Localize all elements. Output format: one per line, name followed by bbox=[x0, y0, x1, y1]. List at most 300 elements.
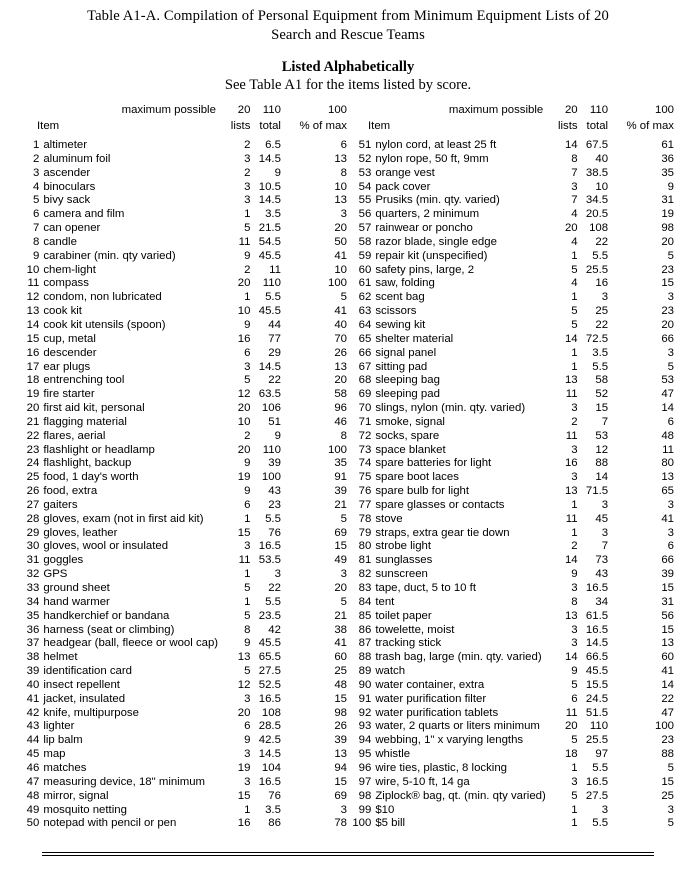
item-name-cell: entrenching tool bbox=[43, 374, 125, 387]
item-name-cell: descender bbox=[43, 346, 97, 359]
table-row bbox=[21, 624, 348, 638]
row-index-cell: 47 bbox=[26, 775, 40, 788]
row-index-cell: 16 bbox=[26, 346, 40, 359]
lists-count-cell: 16 bbox=[237, 332, 251, 345]
row-index-cell: 75 bbox=[358, 471, 372, 484]
percent-of-max-cell: 41 bbox=[334, 637, 347, 650]
percent-of-max-cell: 56 bbox=[661, 609, 674, 622]
percent-of-max-cell: 38 bbox=[334, 623, 347, 636]
row-index-cell: 13 bbox=[26, 305, 40, 318]
lists-count-cell: 13 bbox=[237, 651, 251, 664]
item-name-cell: binoculars bbox=[43, 180, 96, 193]
row-index-cell: 97 bbox=[358, 775, 372, 788]
item-name-cell: camera and film bbox=[43, 208, 125, 221]
lists-count-cell: 9 bbox=[244, 637, 251, 650]
lists-count-cell: 9 bbox=[244, 318, 251, 331]
lists-count-cell: 8 bbox=[244, 623, 251, 636]
percent-of-max-cell: 6 bbox=[667, 415, 674, 428]
row-index-cell: 41 bbox=[26, 692, 40, 705]
lists-count-cell: 8 bbox=[571, 595, 578, 608]
max-pct-value-right: 100 bbox=[654, 104, 674, 117]
table-row bbox=[352, 527, 675, 541]
percent-of-max-cell: 47 bbox=[661, 388, 674, 401]
lists-count-cell: 3 bbox=[571, 623, 578, 636]
item-name-cell: food, 1 day's worth bbox=[43, 471, 139, 484]
lists-count-cell: 9 bbox=[244, 485, 251, 498]
percent-of-max-cell: 35 bbox=[334, 457, 347, 470]
lists-count-cell: 3 bbox=[571, 471, 578, 484]
header-row-top-left bbox=[21, 103, 348, 118]
item-name-cell: notepad with pencil or pen bbox=[43, 817, 177, 830]
lists-count-cell: 3 bbox=[571, 637, 578, 650]
percent-of-max-cell: 98 bbox=[661, 222, 674, 235]
lists-count-cell: 2 bbox=[244, 263, 251, 276]
table-row bbox=[352, 665, 675, 679]
total-score-cell: 5.5 bbox=[265, 291, 281, 304]
row-index-cell: 40 bbox=[26, 678, 40, 691]
percent-of-max-cell: 48 bbox=[661, 429, 674, 442]
table-row bbox=[352, 817, 675, 831]
total-score-cell: 51 bbox=[268, 415, 281, 428]
row-index-cell: 69 bbox=[358, 388, 372, 401]
row-index-cell: 94 bbox=[358, 734, 372, 747]
percent-of-max-cell: 5 bbox=[667, 761, 674, 774]
item-name-cell: gloves, leather bbox=[43, 526, 118, 539]
percent-of-max-cell: 20 bbox=[334, 222, 347, 235]
lists-count-cell: 11 bbox=[238, 235, 251, 248]
lists-count-cell: 1 bbox=[571, 249, 578, 262]
table-row bbox=[21, 817, 348, 831]
item-name-cell: towelette, moist bbox=[375, 623, 455, 636]
percent-of-max-cell: 15 bbox=[661, 623, 674, 636]
total-score-cell: 39 bbox=[268, 457, 281, 470]
table-row bbox=[21, 153, 348, 167]
row-index-cell: 48 bbox=[26, 789, 40, 802]
lists-count-cell: 14 bbox=[564, 554, 578, 567]
item-name-cell: tracking stick bbox=[375, 637, 442, 650]
percent-of-max-cell: 100 bbox=[327, 277, 347, 290]
item-name-cell: mirror, signal bbox=[43, 789, 109, 802]
row-index-cell: 72 bbox=[358, 429, 372, 442]
item-name-cell: lighter bbox=[43, 720, 75, 733]
percent-of-max-cell: 48 bbox=[334, 678, 347, 691]
column-header-lists-right: lists bbox=[558, 120, 578, 133]
table-row bbox=[21, 637, 348, 651]
item-name-cell: spare boot laces bbox=[375, 471, 459, 484]
percent-of-max-cell: 11 bbox=[662, 443, 674, 456]
percent-of-max-cell: 5 bbox=[340, 512, 347, 525]
percent-of-max-cell: 3 bbox=[667, 498, 674, 511]
table-row bbox=[21, 610, 348, 624]
item-name-cell: goggles bbox=[43, 554, 84, 567]
item-name-cell: cook kit utensils (spoon) bbox=[43, 318, 166, 331]
total-score-cell: 54.5 bbox=[258, 235, 281, 248]
percent-of-max-cell: 23 bbox=[661, 305, 674, 318]
percent-of-max-cell: 26 bbox=[334, 720, 347, 733]
table-row bbox=[21, 720, 348, 734]
row-index-cell: 49 bbox=[26, 803, 40, 816]
percent-of-max-cell: 3 bbox=[340, 208, 347, 221]
row-index-cell: 8 bbox=[33, 235, 40, 248]
percent-of-max-cell: 94 bbox=[334, 761, 347, 774]
table-row bbox=[352, 264, 675, 278]
lists-count-cell: 9 bbox=[244, 457, 251, 470]
item-name-cell: flashlight or headlamp bbox=[43, 443, 155, 456]
header-row-bottom-left bbox=[21, 118, 348, 134]
total-score-cell: 15 bbox=[595, 402, 609, 415]
total-score-cell: 42.5 bbox=[258, 734, 281, 747]
table-row bbox=[352, 471, 675, 485]
percent-of-max-cell: 13 bbox=[334, 360, 347, 373]
percent-of-max-cell: 53 bbox=[661, 374, 674, 387]
lists-count-cell: 11 bbox=[565, 429, 578, 442]
total-score-cell: 53.5 bbox=[258, 554, 281, 567]
item-name-cell: harness (seat or climbing) bbox=[43, 623, 175, 636]
column-header-item-right: Item bbox=[368, 120, 391, 133]
item-name-cell: hand warmer bbox=[43, 595, 110, 608]
lists-count-cell: 20 bbox=[237, 443, 251, 456]
item-name-cell: headgear (ball, fleece or wool cap) bbox=[43, 637, 219, 650]
item-name-cell: carabiner (min. qty varied) bbox=[43, 249, 176, 262]
percent-of-max-cell: 15 bbox=[334, 692, 347, 705]
table-row bbox=[21, 250, 348, 264]
row-index-cell: 53 bbox=[358, 166, 372, 179]
table-row bbox=[352, 804, 675, 818]
item-name-cell: flares, aerial bbox=[43, 429, 106, 442]
table-row bbox=[352, 167, 675, 181]
item-name-cell: first aid kit, personal bbox=[43, 402, 145, 415]
table-row bbox=[21, 499, 348, 513]
lists-count-cell: 6 bbox=[244, 346, 251, 359]
lists-count-cell: 8 bbox=[571, 152, 578, 165]
percent-of-max-cell: 21 bbox=[334, 498, 347, 511]
item-name-cell: spare glasses or contacts bbox=[375, 498, 505, 511]
lists-count-cell: 2 bbox=[571, 415, 578, 428]
total-score-cell: 16 bbox=[595, 277, 609, 290]
row-index-cell: 34 bbox=[26, 595, 40, 608]
table-row bbox=[352, 734, 675, 748]
item-name-cell: handkerchief or bandana bbox=[43, 609, 170, 622]
table-row bbox=[21, 776, 348, 790]
total-score-cell: 25.5 bbox=[585, 734, 609, 747]
item-name-cell: tent bbox=[375, 595, 395, 608]
lists-count-cell: 5 bbox=[571, 678, 578, 691]
table-row bbox=[352, 194, 675, 208]
right-table-head bbox=[352, 103, 675, 134]
percent-of-max-cell: 6 bbox=[667, 540, 674, 553]
right-table-body bbox=[352, 134, 675, 831]
total-score-cell: 86 bbox=[268, 817, 281, 830]
table-row bbox=[352, 153, 675, 167]
item-name-cell: candle bbox=[43, 235, 77, 248]
percent-of-max-cell: 49 bbox=[334, 554, 347, 567]
item-name-cell: GPS bbox=[43, 568, 68, 581]
row-index-cell: 5 bbox=[33, 194, 40, 207]
table-row bbox=[21, 651, 348, 665]
item-name-cell: mosquito netting bbox=[43, 803, 127, 816]
table-row bbox=[21, 139, 348, 153]
table-row bbox=[21, 513, 348, 527]
table-title-line1: Table A1-A. Compilation of Personal Equipment from Minimum Equipment Lists of 20 bbox=[87, 8, 609, 24]
total-score-cell: 42 bbox=[268, 623, 281, 636]
total-score-cell: 110 bbox=[262, 277, 281, 290]
total-score-cell: 5.5 bbox=[592, 249, 609, 262]
lists-count-cell: 2 bbox=[244, 166, 251, 179]
row-index-cell: 3 bbox=[33, 166, 40, 179]
total-score-cell: 25 bbox=[595, 305, 609, 318]
total-score-cell: 3 bbox=[601, 526, 609, 539]
percent-of-max-cell: 15 bbox=[661, 582, 674, 594]
row-index-cell: 2 bbox=[33, 152, 40, 165]
item-name-cell: matches bbox=[43, 761, 87, 774]
lists-count-cell: 1 bbox=[571, 346, 578, 359]
row-index-cell: 27 bbox=[26, 498, 40, 511]
table-row bbox=[352, 416, 675, 430]
total-score-cell: 27.5 bbox=[585, 789, 609, 802]
total-score-cell: 43 bbox=[595, 568, 609, 581]
item-name-cell: nylon rope, 50 ft, 9mm bbox=[375, 152, 489, 165]
lists-count-cell: 9 bbox=[244, 734, 251, 747]
total-score-cell: 106 bbox=[261, 402, 281, 415]
total-score-cell: 45.5 bbox=[585, 665, 609, 678]
lists-count-cell: 16 bbox=[237, 817, 251, 830]
row-index-cell: 20 bbox=[26, 402, 40, 415]
total-score-cell: 9 bbox=[274, 429, 281, 442]
item-name-cell: sitting pad bbox=[375, 360, 428, 373]
row-index-cell: 44 bbox=[26, 734, 40, 747]
row-index-cell: 67 bbox=[358, 360, 372, 373]
item-name-cell: flashlight, backup bbox=[43, 457, 132, 470]
row-index-cell: 15 bbox=[26, 332, 40, 345]
percent-of-max-cell: 46 bbox=[334, 415, 347, 428]
lists-count-cell: 3 bbox=[571, 775, 578, 788]
lists-count-cell: 12 bbox=[237, 678, 251, 691]
row-index-cell: 9 bbox=[33, 249, 40, 262]
row-index-cell: 23 bbox=[26, 443, 40, 456]
lists-count-cell: 10 bbox=[237, 305, 251, 318]
table-row bbox=[352, 361, 675, 375]
item-name-cell: ground sheet bbox=[43, 582, 110, 594]
table-row bbox=[352, 236, 675, 250]
column-header-pct-left: % of max bbox=[299, 120, 347, 133]
table-row bbox=[352, 610, 675, 624]
table-row bbox=[21, 264, 348, 278]
table-row bbox=[21, 804, 348, 818]
table-row bbox=[21, 707, 348, 721]
row-index-cell: 17 bbox=[26, 360, 40, 373]
lists-count-cell: 12 bbox=[237, 388, 251, 401]
lists-count-cell: 1 bbox=[571, 526, 578, 539]
table-row bbox=[352, 790, 675, 804]
percent-of-max-cell: 65 bbox=[661, 485, 674, 498]
row-index-cell: 28 bbox=[26, 512, 40, 525]
lists-count-cell: 1 bbox=[571, 498, 578, 511]
table-row bbox=[21, 596, 348, 610]
lists-count-cell: 11 bbox=[238, 554, 251, 567]
item-name-cell: wire, 5-10 ft, 14 ga bbox=[375, 775, 470, 788]
percent-of-max-cell: 6 bbox=[340, 139, 347, 151]
percent-of-max-cell: 13 bbox=[661, 637, 674, 650]
table-row bbox=[21, 679, 348, 693]
item-name-cell: ear plugs bbox=[43, 360, 91, 373]
table-row bbox=[21, 305, 348, 319]
row-index-cell: 89 bbox=[358, 665, 372, 678]
lists-count-cell: 4 bbox=[571, 277, 578, 290]
total-score-cell: 22 bbox=[595, 318, 609, 331]
total-score-cell: 52 bbox=[595, 388, 609, 401]
item-name-cell: watch bbox=[375, 665, 406, 678]
item-name-cell: safety pins, large, 2 bbox=[375, 263, 475, 276]
total-score-cell: 3 bbox=[601, 291, 609, 304]
total-score-cell: 5.5 bbox=[592, 817, 609, 830]
lists-count-cell: 20 bbox=[564, 720, 578, 733]
percent-of-max-cell: 31 bbox=[661, 194, 674, 207]
right-column-half bbox=[348, 103, 675, 831]
lists-count-cell: 9 bbox=[244, 249, 251, 262]
percent-of-max-cell: 15 bbox=[661, 775, 674, 788]
row-index-cell: 70 bbox=[358, 402, 372, 415]
total-score-cell: 14.5 bbox=[258, 748, 281, 761]
item-name-cell: chem-light bbox=[43, 263, 96, 276]
total-score-cell: 9 bbox=[274, 166, 281, 179]
percent-of-max-cell: 39 bbox=[661, 568, 674, 581]
item-name-cell: food, extra bbox=[43, 485, 98, 498]
total-score-cell: 65.5 bbox=[258, 651, 281, 664]
total-score-cell: 12 bbox=[595, 443, 609, 456]
table-row bbox=[21, 374, 348, 388]
total-score-cell: 58 bbox=[595, 374, 609, 387]
table-row bbox=[21, 388, 348, 402]
total-score-cell: 71.5 bbox=[585, 485, 609, 498]
title-spacer bbox=[0, 45, 696, 58]
percent-of-max-cell: 20 bbox=[334, 374, 347, 387]
percent-of-max-cell: 60 bbox=[334, 651, 347, 664]
item-name-cell: gaiters bbox=[43, 498, 78, 511]
total-score-cell: 44 bbox=[268, 318, 281, 331]
table-row bbox=[21, 554, 348, 568]
item-name-cell: rainwear or poncho bbox=[375, 222, 473, 235]
item-name-cell: Prusiks (min. qty. varied) bbox=[375, 194, 500, 207]
lists-count-cell: 11 bbox=[565, 512, 578, 525]
percent-of-max-cell: 50 bbox=[334, 235, 347, 248]
table-row bbox=[21, 430, 348, 444]
item-name-cell: helmet bbox=[43, 651, 78, 664]
item-name-cell: scent bag bbox=[375, 291, 425, 304]
percent-of-max-cell: 35 bbox=[661, 166, 674, 179]
percent-of-max-cell: 39 bbox=[334, 734, 347, 747]
lists-count-cell: 9 bbox=[571, 665, 578, 678]
table-row bbox=[352, 720, 675, 734]
percent-of-max-cell: 40 bbox=[334, 318, 347, 331]
total-score-cell: 10.5 bbox=[258, 180, 281, 193]
table-row bbox=[21, 333, 348, 347]
table-row bbox=[352, 776, 675, 790]
row-index-cell: 98 bbox=[358, 789, 372, 802]
lists-count-cell: 5 bbox=[571, 305, 578, 318]
item-name-cell: toilet paper bbox=[375, 609, 432, 622]
table-row bbox=[21, 194, 348, 208]
percent-of-max-cell: 41 bbox=[334, 305, 347, 318]
total-score-cell: 53 bbox=[595, 429, 609, 442]
percent-of-max-cell: 78 bbox=[334, 817, 347, 830]
percent-of-max-cell: 3 bbox=[667, 346, 674, 359]
table-row bbox=[352, 457, 675, 471]
total-score-cell: 14.5 bbox=[585, 637, 609, 650]
listed-alphabetically-heading: Listed Alphabetically bbox=[281, 59, 415, 75]
lists-count-cell: 1 bbox=[244, 568, 251, 581]
table-row bbox=[352, 347, 675, 361]
lists-count-cell: 3 bbox=[244, 152, 251, 165]
column-header-lists-left: lists bbox=[230, 120, 251, 133]
total-score-cell: 5.5 bbox=[592, 761, 609, 774]
total-score-cell: 16.5 bbox=[585, 623, 609, 636]
total-score-cell: 72.5 bbox=[585, 332, 609, 345]
item-name-cell: stove bbox=[375, 512, 403, 525]
lists-count-cell: 1 bbox=[571, 803, 578, 816]
table-row bbox=[21, 181, 348, 195]
item-name-cell: water purification tablets bbox=[375, 706, 499, 719]
row-index-cell: 57 bbox=[358, 222, 372, 235]
percent-of-max-cell: 69 bbox=[334, 789, 347, 802]
table-row bbox=[352, 499, 675, 513]
total-score-cell: 63.5 bbox=[258, 388, 281, 401]
row-index-cell: 99 bbox=[358, 803, 372, 816]
row-index-cell: 29 bbox=[26, 526, 40, 539]
percent-of-max-cell: 21 bbox=[334, 609, 347, 622]
percent-of-max-cell: 5 bbox=[340, 291, 347, 304]
row-index-cell: 84 bbox=[358, 595, 372, 608]
row-index-cell: 79 bbox=[358, 526, 372, 539]
item-name-cell: sewing kit bbox=[375, 318, 426, 331]
item-name-cell: jacket, insulated bbox=[43, 692, 126, 705]
item-name-cell: webbing, 1" x varying lengths bbox=[375, 734, 524, 747]
item-name-cell: signal panel bbox=[375, 346, 437, 359]
total-score-cell: 14.5 bbox=[258, 194, 281, 207]
total-score-cell: 10 bbox=[595, 180, 609, 193]
row-index-cell: 50 bbox=[26, 817, 40, 830]
percent-of-max-cell: 9 bbox=[667, 180, 674, 193]
total-score-cell: 73 bbox=[595, 554, 609, 567]
column-header-total-right: total bbox=[586, 120, 609, 133]
lists-count-cell: 5 bbox=[571, 318, 578, 331]
row-index-cell: 61 bbox=[358, 277, 372, 290]
item-name-cell: ascender bbox=[43, 166, 91, 179]
row-index-cell: 12 bbox=[26, 291, 40, 304]
total-score-cell: 14 bbox=[595, 471, 609, 484]
total-score-cell: 45.5 bbox=[258, 249, 281, 262]
lists-count-cell: 3 bbox=[244, 748, 251, 761]
table-row bbox=[352, 305, 675, 319]
total-score-cell: 61.5 bbox=[585, 609, 609, 622]
lists-count-cell: 14 bbox=[564, 332, 578, 345]
total-score-cell: 76 bbox=[268, 526, 281, 539]
lists-count-cell: 4 bbox=[571, 208, 578, 221]
row-index-cell: 90 bbox=[358, 678, 372, 691]
total-score-cell: 3.5 bbox=[265, 803, 281, 816]
table-row bbox=[21, 361, 348, 375]
total-score-cell: 14.5 bbox=[258, 360, 281, 373]
table-row bbox=[21, 748, 348, 762]
row-index-cell: 71 bbox=[358, 415, 372, 428]
item-name-cell: tape, duct, 5 to 10 ft bbox=[375, 582, 477, 594]
total-score-cell: 52.5 bbox=[258, 678, 281, 691]
table-row bbox=[352, 430, 675, 444]
row-index-cell: 51 bbox=[358, 139, 372, 151]
percent-of-max-cell: 3 bbox=[340, 803, 347, 816]
table-row bbox=[21, 402, 348, 416]
percent-of-max-cell: 41 bbox=[334, 249, 347, 262]
row-index-cell: 65 bbox=[358, 332, 372, 345]
